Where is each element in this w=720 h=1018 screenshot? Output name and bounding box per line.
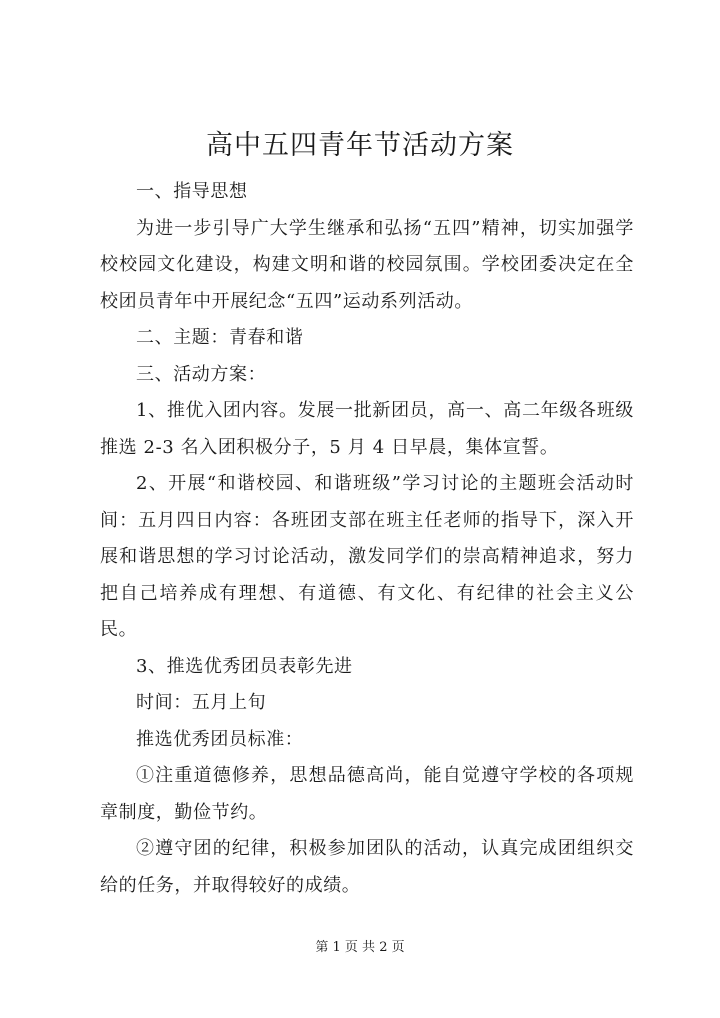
page-footer: 第 1 页 共 2 页 (315, 940, 405, 955)
paragraph-criterion-1: ①注重道德修养，思想品德高尚，能自觉遵守学校的各项规章制度，勤俭节约。 (100, 765, 634, 823)
section-heading-guiding-idea: 一、指导思想 (136, 181, 248, 202)
paragraph-item-1: 1、推优入团内容。发展一批新团员，高一、高二年级各班级推选 2-3 名入团积极分子，5 月 4 日早晨，集体宣誓。 (100, 400, 634, 458)
section-heading-activity-plan: 三、活动方案： (136, 363, 267, 385)
document-body (100, 174, 634, 904)
document-title: 高中五四青年节活动方案 (206, 130, 514, 161)
paragraph-criteria-heading: 推选优秀团员标准： (136, 728, 304, 750)
section-heading-theme: 二、主题：青春和谐 (136, 327, 304, 348)
paragraph-item-3: 3、推选优秀团员表彰先进 (136, 655, 353, 677)
paragraph-item-2: 2、开展“和谐校园、和谐班级”学习讨论的主题班会活动时间：五月四日内容：各班团支部在班主任老师的指导下，深入开展和谐思想的学习讨论活动，激发同学们的崇高精神追求，努力把自己培养成有理想、有道德、有文化、有纪律的社会主义公民。 (100, 473, 634, 640)
paragraph-criterion-2: ②遵守团的纪律，积极参加团队的活动，认真完成团组织交给的任务，并取得较好的成绩。 (100, 838, 634, 896)
paragraph-time: 时间：五月上旬 (136, 692, 267, 713)
paragraph-guiding-idea: 为进一步引导广大学生继承和弘扬“五四”精神，切实加强学校校园文化建设，构建文明和谐的校园氛围。学校团委决定在全校团员青年中开展纪念“五四”运动系列活动。 (100, 217, 634, 312)
